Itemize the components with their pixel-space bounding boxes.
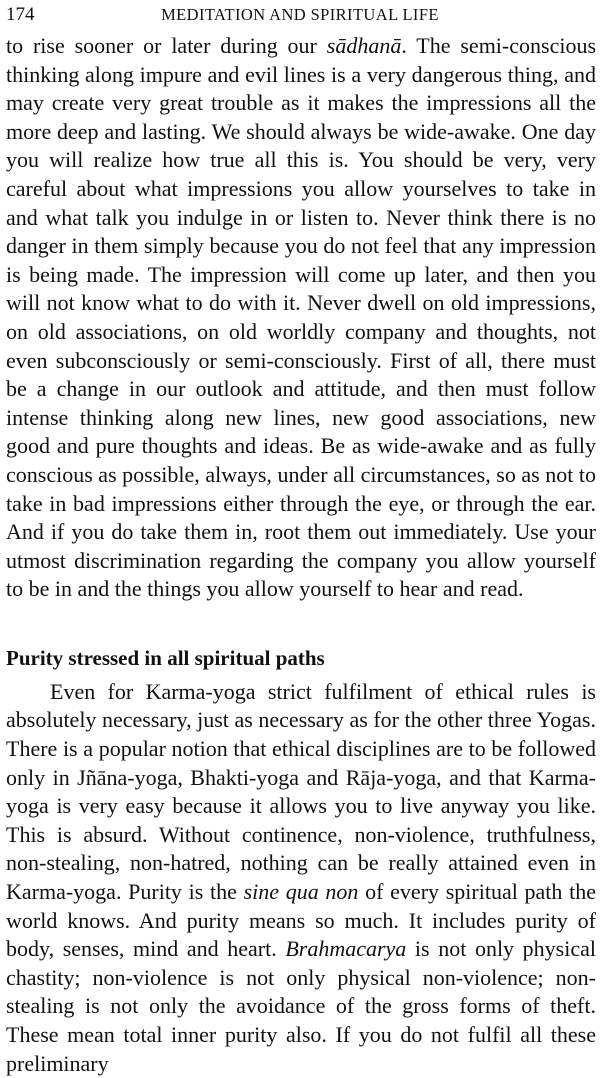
paragraph-text: . The semi-conscious thinking along impure and evil lines is a very dangerous thing, and may create very great trouble as it makes the impressions all the more deep and lasting. We should always be wide-awake. One day you will realize how true all this is. You should be very, very careful about what impressions you allow yourselves to take in and what talk you indulge in or listen to. Never think there is no danger in them simply because you do not feel that any impression is being made. The impression will come up later, and then you will not know what to do with it. Never dwell on old impressions, on old associations, on old worldly company and thoughts, not even subconsciously or semi-consciously. First of all, there must be a change in our outlook and attitude, and then must follow intense thinking along new lines, new good associations, new good and pure thoughts and ideas. Be as wide-awake and as fully conscious as possible, always, under all circumstances, so as not to take in bad impressions either through the eye, or through the ear. And if you do take them in, root them out immediately. Use your utmost discrimination regarding the company you allow yourself to be in and the things you allow yourself to hear and read.	[6, 33, 597, 602]
italic-term: sādhanā	[326, 33, 402, 58]
paragraph-text: Even for Karma-yoga strict fulfilment of ethical rules is absolutely necessary, just as necessary as for the other three Yogas. There is a popular notion that ethical disciplines are to be followed only in Jñāna-yoga, Bhakti-yoga and Rāja-yoga, and that Karma-yoga is very easy because it allows you to live anyway you like. This is absurd. Without continence, non-violence, truthfulness, non-stealing, non-hatred, nothing can be really attained even in Karma-yoga. Purity is the	[6, 678, 596, 905]
page-body	[6, 32, 596, 1078]
running-title: MEDITATION AND SPIRITUAL LIFE	[161, 5, 439, 24]
body-paragraph	[6, 32, 596, 604]
italic-term: sine qua non	[243, 879, 359, 905]
section-heading: Purity stressed in all spiritual paths	[6, 645, 325, 670]
italic-term: Brahmacarya	[285, 936, 407, 962]
page-number: 174	[6, 4, 35, 25]
running-head	[6, 3, 594, 27]
body-paragraph	[6, 678, 596, 1078]
paragraph-text: is not only physical chastity; non-violence is not only physical non-violence; non-stealing is not only the avoidance of the gross forms of theft. These mean total inner purity also. If you do not fulfil all these preliminary	[6, 936, 596, 1076]
paragraph-text: to rise sooner or later during our	[6, 33, 327, 58]
paragraph-text: of every spiritual path the world knows. And purity means so much. It includes purity of body, senses, mind and heart.	[6, 879, 596, 962]
